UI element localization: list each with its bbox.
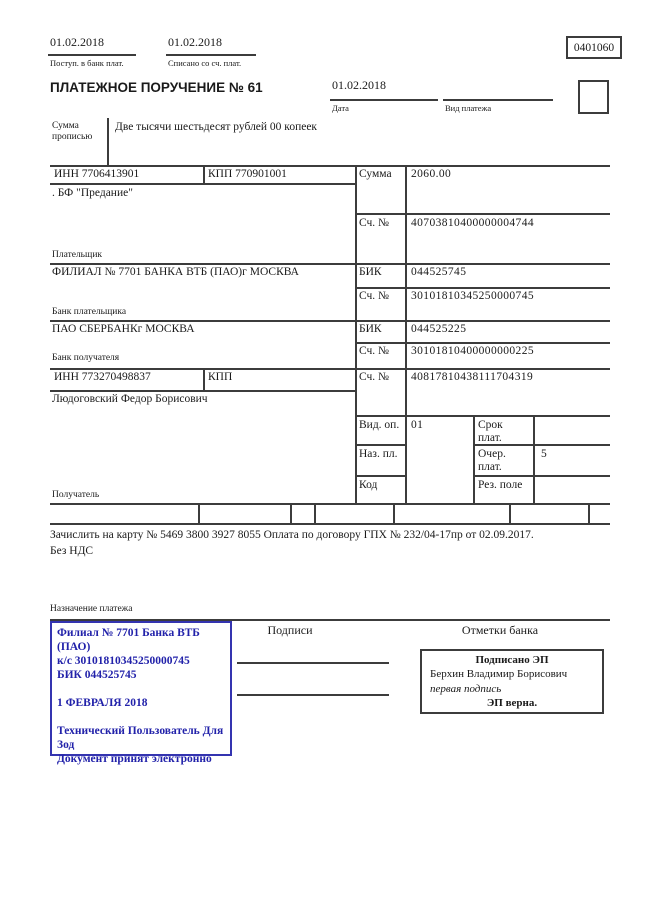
payer-section-label: Плательщик bbox=[52, 250, 103, 260]
table-line bbox=[355, 444, 405, 446]
payer-name: . БФ "Предание" bbox=[52, 187, 133, 199]
amount-in-words-label: Сумма прописью bbox=[52, 121, 93, 142]
payee-inn: ИНН 773270498837 bbox=[54, 371, 151, 383]
table-line bbox=[355, 342, 610, 344]
divider-line bbox=[330, 99, 438, 101]
table-line bbox=[203, 368, 205, 392]
table-line bbox=[355, 165, 357, 505]
table-line bbox=[393, 503, 395, 525]
table-line bbox=[355, 213, 610, 215]
payee-account: 40817810438111704319 bbox=[411, 371, 534, 383]
payment-type-box bbox=[578, 80, 609, 114]
form-code-box bbox=[566, 36, 622, 59]
stamp-title: Подписано ЭП bbox=[475, 654, 549, 666]
payer-bank-name: ФИЛИАЛ № 7701 БАНКА ВТБ (ПАО)г МОСКВА bbox=[52, 266, 299, 278]
stamp-line bbox=[57, 682, 225, 696]
divider-line bbox=[107, 118, 109, 165]
payer-bank-account: 30101810345250000745 bbox=[411, 290, 534, 302]
payee-bank-bik: 044525225 bbox=[411, 323, 467, 335]
received-in-bank-label: Поступ. в банк плат. bbox=[50, 58, 124, 68]
purpose-code-label: Наз. пл. bbox=[359, 448, 398, 460]
stamp-line: 1 ФЕВРАЛЯ 2018 bbox=[57, 697, 148, 710]
stamp-line: Документ принят электронно bbox=[57, 753, 212, 766]
payee-name: Людоговский Федор Борисович bbox=[52, 393, 208, 405]
date-label: Дата bbox=[332, 103, 349, 113]
table-line bbox=[198, 503, 200, 525]
sum-label: Сумма bbox=[359, 168, 392, 180]
amount-in-words: Две тысячи шестьдесят рублей 00 копеек bbox=[115, 121, 318, 133]
code-label: Код bbox=[359, 479, 378, 491]
payer-account-label: Сч. № bbox=[359, 217, 390, 229]
divider-line bbox=[443, 99, 553, 101]
stamp-line: БИК 044525745 bbox=[57, 669, 137, 682]
form-code: 0401060 bbox=[573, 41, 615, 54]
op-type-label: Вид. оп. bbox=[359, 419, 400, 431]
table-line bbox=[355, 287, 610, 289]
payee-bank-section-label: Банк получателя bbox=[52, 353, 120, 363]
table-line bbox=[50, 503, 610, 505]
stamp-line: Филиал № 7701 Банка ВТБ (ПАО) bbox=[57, 627, 200, 654]
table-line bbox=[509, 503, 511, 525]
payee-section-label: Получатель bbox=[52, 490, 100, 500]
stamp-signer-name: Берхин Владимир Борисович bbox=[430, 668, 568, 681]
document-date: 01.02.2018 bbox=[332, 78, 386, 92]
payer-account: 40703810400000004744 bbox=[411, 217, 534, 229]
table-line bbox=[314, 503, 316, 525]
payee-bank-bik-label: БИК bbox=[359, 323, 382, 335]
sum-value: 2060.00 bbox=[411, 168, 452, 180]
signature-verification-stamp bbox=[420, 649, 604, 714]
table-line bbox=[533, 415, 535, 505]
debited-label: Списано со сч. плат. bbox=[168, 58, 242, 68]
debited-date: 01.02.2018 bbox=[168, 35, 222, 49]
bank-electronic-stamp bbox=[50, 621, 232, 766]
table-line bbox=[588, 503, 590, 525]
payee-bank-name: ПАО СБЕРБАНКг МОСКВА bbox=[52, 323, 195, 335]
purpose-text-line2: Без НДС bbox=[50, 545, 94, 557]
payer-bank-section-label: Банк плательщика bbox=[52, 307, 127, 317]
signature-line bbox=[237, 662, 389, 664]
signatures-label: Подписи bbox=[267, 623, 313, 637]
stamp-line: Технический Пользователь Для Зод bbox=[57, 725, 224, 752]
stamp-verified-text: ЭП верна. bbox=[486, 696, 538, 709]
payer-inn: ИНН 7706413901 bbox=[54, 168, 140, 180]
purpose-text-line1: Зачислить на карту № 5469 3800 3927 8055 Оплата по договору ГПХ № 232/04-17пр от 02.09.2017. bbox=[50, 529, 534, 541]
table-line bbox=[355, 415, 610, 417]
purpose-section-label: Назначение платежа bbox=[50, 604, 133, 614]
op-type-value: 01 bbox=[411, 419, 424, 431]
payer-bank-bik: 044525745 bbox=[411, 266, 467, 278]
due-date-label: Срок плат. bbox=[478, 419, 503, 445]
table-line bbox=[50, 320, 610, 322]
table-line bbox=[290, 503, 292, 525]
divider-line bbox=[166, 54, 256, 56]
table-line bbox=[405, 165, 407, 505]
table-line bbox=[50, 165, 610, 167]
divider-line bbox=[48, 54, 136, 56]
table-line bbox=[473, 475, 610, 477]
bank-marks-label: Отметки банка bbox=[461, 623, 539, 637]
stamp-line: к/с 30101810345250000745 bbox=[57, 655, 190, 668]
table-line bbox=[50, 523, 610, 525]
stamp-subtitle: первая подпись bbox=[430, 682, 502, 695]
signature-line bbox=[237, 694, 389, 696]
payer-kpp: КПП 770901001 bbox=[208, 168, 287, 180]
payer-bank-bik-label: БИК bbox=[359, 266, 382, 278]
payee-bank-account-label: Сч. № bbox=[359, 345, 390, 357]
priority-label: Очер. плат. bbox=[478, 448, 506, 474]
payer-bank-account-label: Сч. № bbox=[359, 290, 390, 302]
table-line bbox=[203, 165, 205, 185]
priority-value: 5 bbox=[541, 448, 547, 460]
payee-account-label: Сч. № bbox=[359, 371, 390, 383]
stamp-line bbox=[57, 710, 225, 724]
received-in-bank-date: 01.02.2018 bbox=[50, 35, 104, 49]
document-title: ПЛАТЕЖНОЕ ПОРУЧЕНИЕ № 61 bbox=[50, 80, 263, 95]
payment-type-label: Вид платежа bbox=[445, 103, 492, 113]
reserve-field-label: Рез. поле bbox=[478, 479, 523, 491]
table-line bbox=[50, 263, 610, 265]
payee-bank-account: 30101810400000000225 bbox=[411, 345, 534, 357]
table-line bbox=[473, 415, 475, 505]
table-line bbox=[355, 475, 405, 477]
table-line bbox=[50, 368, 610, 370]
payee-kpp: КПП bbox=[208, 371, 233, 383]
